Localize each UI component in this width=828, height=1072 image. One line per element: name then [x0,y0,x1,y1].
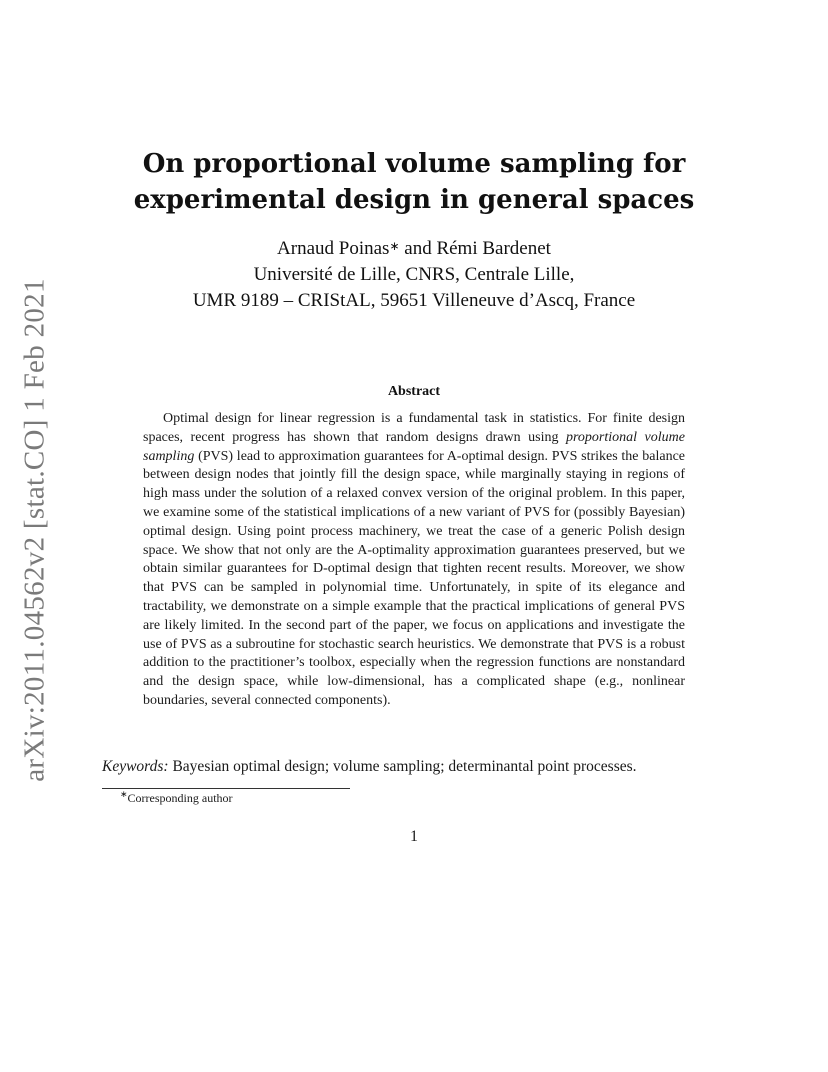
author-name: Arnaud Poinas [277,238,390,259]
arxiv-identifier-stamp[interactable]: arXiv:2011.04562v2 [stat.CO] 1 Feb 2021 [18,278,51,782]
footnote-divider [102,788,350,789]
keywords-label: Keywords: [102,758,169,775]
page-number: 1 [410,828,418,845]
abstract-text-part-1: Optimal design for linear regression is a fundamental task in statistics. For finite design spaces, recent progress has shown that random designs drawn using [143,411,685,445]
author-names [0,236,828,262]
abstract-heading: Abstract [387,384,441,399]
keywords-line [102,758,742,776]
title-line-2: experimental design in general spaces [133,185,695,215]
paper-title [0,146,828,218]
footnote-mark: ∗ [120,789,128,799]
abstract-emphasis: proportional volume sampling [143,429,685,464]
author-name: Rémi Bardenet [436,238,551,259]
footnote-text: Corresponding author [127,791,233,805]
footnote [120,791,233,806]
affiliation-line-2: UMR 9189 – CRIStAL, 59651 Villeneuve d’Ascq, France [192,290,636,311]
affiliation-line-1: Université de Lille, CNRS, Centrale Lille, [253,264,575,285]
corresponding-author-mark[interactable]: ∗ [389,239,400,253]
author-block [0,236,828,314]
keywords-text: Bayesian optimal design; volume sampling; determinantal point processes. [168,758,637,775]
abstract-body [143,410,685,711]
title-line-1: On proportional volume sampling for [142,149,686,179]
abstract-text-part-2: (PVS) lead to approximation guarantees for A-optimal design. PVS strikes the balance between design nodes that jointly fill the design space, while marginally staying in regions of high mass under the solution of a relaxed convex version of the original problem. In this paper, we examine some of the statistical implications of a new variant of PVS for (possibly Bayesian) optimal design. Using point process machinery, we treat the case of a generic Polish design space. We show that not only are the A-optimality approximation guarantees preserved, but we obtain similar guarantees for D-optimal design that tighten recent results. Moreover, we show that PVS can be sampled in polynomial time. Unfortunately, in spite of its elegance and tractability, we demonstrate on a simple example that the practical implications of general PVS are likely limited. In the second part of the paper, we focus on applications and investigate the use of PVS as a subroutine for stochastic search heuristics. We demonstrate that PVS is a robust addition to the practitioner’s toolbox, especially when the regression functions are nonstandard and the design space, while low-dimensional, has a complicated shape (e.g., nonlinear boundaries, several connected components). [143,448,685,708]
author-conjunction: and [399,238,437,259]
